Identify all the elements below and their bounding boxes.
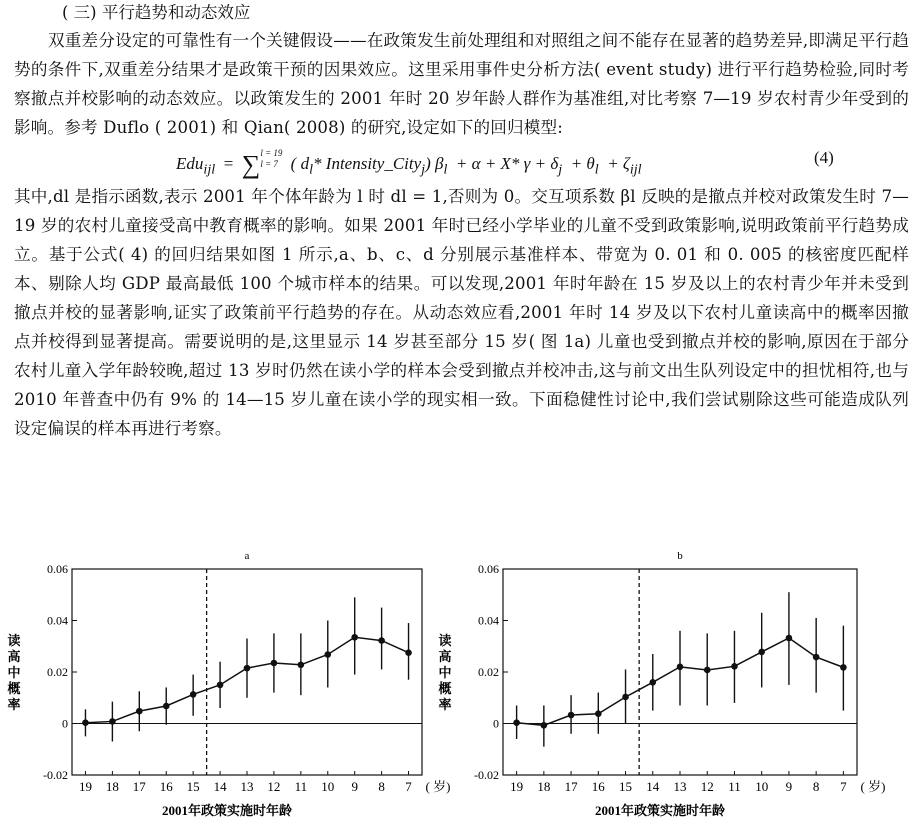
eq-term-2: * Intensity_City — [313, 154, 422, 173]
paragraph-parallel-trend: 双重差分设定的可靠性有一个关键假设——在政策发生前处理组和对照组之间不能存在显著的趋势差异,即满足平行趋势的条件下,双重差分结果才是政策干预的因果效应。这里采用事件史分析方法( event study) 进行平行趋势检验,同时考察撤点并校影响的动态效应。以政策发生的 2001 年时 20 岁年龄人群作为基准组,对比考察 7—19 岁农村青少年受到的影响。参考 Duflo ( 2001) 和 Qian( 2008) 的研究,设定如下的回归模型: — [14, 31, 909, 137]
eq-equals: = — [223, 154, 234, 173]
x-tick-label: 11 — [294, 779, 308, 794]
data-point — [190, 691, 197, 698]
eq-term-1-sub: l — [309, 161, 314, 178]
x-tick-label: 13 — [240, 779, 254, 794]
eq-sum-limits — [260, 148, 282, 170]
x-unit-label: ( 岁) — [860, 779, 886, 794]
x-tick-label: 9 — [351, 779, 358, 794]
x-tick-label: 16 — [159, 779, 173, 794]
x-unit-label: ( 岁) — [425, 779, 451, 794]
eq-lhs: Edu — [176, 154, 204, 173]
x-tick-label: 15 — [619, 779, 633, 794]
data-point — [82, 719, 89, 726]
x-tick-label: 12 — [267, 779, 281, 794]
eq-lhs-sub: ijl — [203, 161, 216, 178]
y-axis-title-char: 读 — [438, 633, 452, 648]
data-point — [813, 654, 820, 661]
data-point — [163, 703, 170, 710]
x-tick-label: 14 — [646, 779, 660, 794]
data-point — [731, 663, 738, 670]
section-heading: ( 三) 平行趋势和动态效应 — [62, 3, 251, 22]
eq-rest-2: + θ — [570, 154, 595, 173]
x-tick-label: 12 — [700, 779, 714, 794]
x-tick-label: 18 — [537, 779, 551, 794]
x-tick-label: 11 — [728, 779, 741, 794]
y-tick-label: 0 — [62, 716, 68, 731]
equation-4 — [14, 142, 909, 182]
x-tick-label: 19 — [510, 779, 524, 794]
x-tick-label: 18 — [105, 779, 119, 794]
equation-number: (4) — [814, 148, 834, 167]
data-point — [298, 661, 305, 668]
y-tick-label: 0 — [493, 716, 499, 731]
data-point — [109, 718, 116, 725]
panel-label: a — [244, 550, 250, 562]
data-point — [622, 694, 629, 701]
y-tick-label: 0.02 — [478, 665, 499, 679]
y-tick-label: -0.02 — [474, 768, 499, 782]
y-axis-title-char: 率 — [7, 697, 21, 712]
x-tick-label: 7 — [840, 779, 847, 794]
x-tick-label: 19 — [78, 779, 92, 794]
data-point — [677, 664, 684, 671]
x-tick-label: 7 — [405, 779, 412, 794]
y-axis-title-char: 高 — [438, 649, 452, 664]
data-point — [786, 635, 793, 642]
y-axis-title-char: 读 — [7, 633, 21, 648]
x-tick-label: 9 — [785, 779, 793, 794]
eq-term-3: ) β — [425, 154, 444, 173]
data-point — [568, 712, 575, 719]
data-point — [351, 634, 358, 641]
x-tick-label: 8 — [812, 779, 820, 794]
y-tick-label: 0.06 — [47, 562, 68, 576]
data-point — [324, 651, 331, 658]
eq-term-3-sub: l — [443, 161, 448, 178]
panel-label: b — [677, 550, 683, 562]
data-point — [136, 708, 143, 715]
data-point — [704, 667, 711, 674]
y-tick-label: 0.02 — [47, 665, 68, 679]
y-tick-label: 0.04 — [47, 613, 68, 628]
eq-sum-symbol: ∑ — [241, 150, 261, 179]
x-axis-title: 2001年政策实施时年龄 — [594, 803, 726, 818]
data-point — [271, 660, 278, 667]
x-tick-label: 10 — [321, 779, 335, 794]
y-axis-title-char: 中 — [7, 665, 21, 680]
x-tick-label: 15 — [186, 779, 200, 794]
regression-equation — [176, 148, 642, 180]
y-tick-label: 0.04 — [478, 613, 499, 628]
y-axis-title-char: 概 — [7, 681, 21, 696]
x-tick-label: 13 — [673, 779, 687, 794]
eq-rest-sub-1: j — [558, 161, 563, 178]
y-tick-label: 0.06 — [478, 562, 499, 576]
eq-sum-upper: l = 19 — [260, 148, 283, 158]
y-tick-label: -0.02 — [43, 768, 68, 782]
data-point — [405, 649, 412, 656]
y-axis-title-char: 中 — [438, 665, 452, 680]
data-point — [595, 710, 602, 717]
eq-term-1: ( d — [290, 154, 310, 173]
article-text — [14, 0, 909, 443]
eq-sum-lower: l = 7 — [260, 159, 278, 169]
x-tick-label: 8 — [378, 779, 385, 794]
x-tick-label: 16 — [591, 779, 605, 794]
data-point — [758, 649, 765, 656]
x-axis-title: 2001年政策实施时年龄 — [161, 803, 293, 818]
paragraph-results: 其中,dl 是指示函数,表示 2001 年个体年龄为 l 时 dl = 1,否则为 0。交互项系数 βl 反映的是撤点并校对政策发生时 7—19 岁的农村儿童接受高中教育概率的影响。如果 2001 年时已经小学毕业的儿童不受到政策影响,说明政策前平行趋势成立。基于公式( 4) 的回归结果如图 1 所示,a、b、c、d 分别展示基准样本、带宽为 0. 01 和 0. 005 的核密度匹配样本、剔除人均 GDP 最高最低 100 个城市样本的结果。可以发现,2001 年时年龄在 15 岁及以上的农村青少年并未受到撤点并校的显著影响,证实了政策前平行趋势的存在。从动态效应看,2001 年时 14 岁及以下农村儿童读高中的概率因撤点并校得到显著提高。需要说明的是,这里显示 14 岁甚至部分 15 岁( 图 1a) 儿童也受到撤点并校的影响,原因在于部分农村儿童入学年龄较晚,超过 13 岁时仍然在读小学的样本会受到撤点并校冲击,这与前文出生队列设定中的担忧相符,也与 2010 年普查中仍有 9% 的 14—15 岁儿童在读小学的现实相一致。下面稳健性讨论中,我们尝试剔除这些可能造成队列设定偏误的样本再进行考察。 — [14, 187, 909, 438]
data-point — [244, 665, 251, 672]
eq-rest: + α + X* γ + δ — [455, 154, 559, 173]
figure-1 — [0, 545, 920, 829]
data-point — [378, 637, 385, 644]
data-point — [513, 719, 520, 726]
data-point — [541, 722, 548, 729]
x-tick-label: 10 — [755, 779, 769, 794]
data-point — [649, 679, 656, 686]
eq-rest-3: + ζ — [607, 154, 630, 173]
y-axis-title-char: 高 — [7, 649, 21, 664]
y-axis-title-char: 率 — [438, 697, 452, 712]
x-tick-label: 17 — [564, 779, 578, 794]
data-point — [840, 664, 847, 671]
x-tick-label: 17 — [132, 779, 146, 794]
event-study-charts — [0, 545, 920, 829]
data-point — [217, 682, 224, 689]
eq-rest-sub-2: l — [594, 161, 599, 178]
eq-term-2-sub: j — [421, 161, 426, 178]
x-tick-label: 14 — [213, 779, 227, 794]
y-axis-title-char: 概 — [438, 681, 452, 696]
eq-rest-sub-3: ijl — [629, 161, 642, 178]
